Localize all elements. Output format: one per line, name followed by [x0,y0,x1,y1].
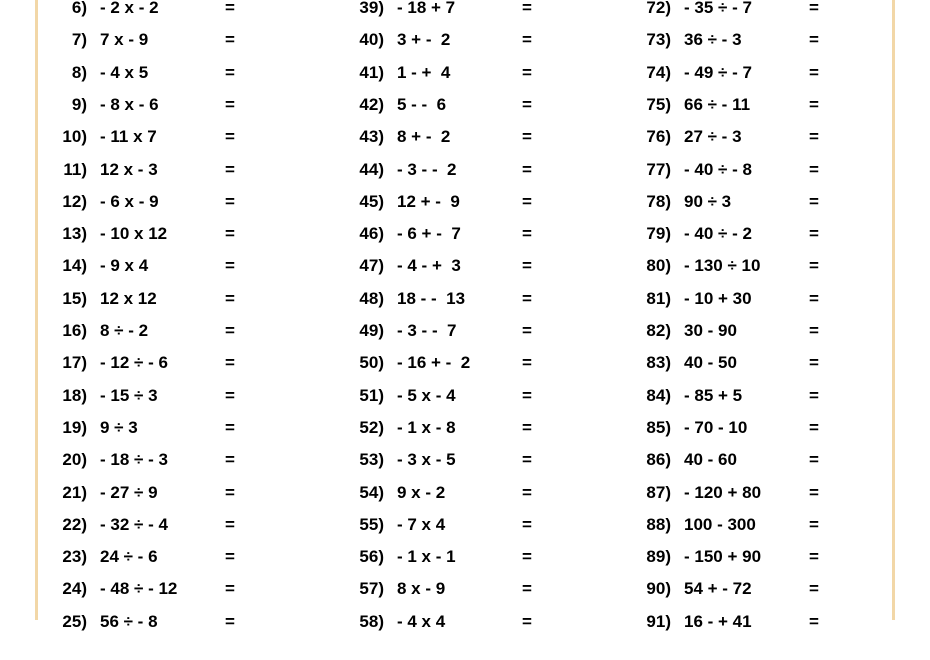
problem-expression: 8 ÷ - 2 [100,321,149,340]
equals-sign: = [522,482,532,502]
equals-sign: = [809,288,819,308]
problem-number: 73) [646,30,671,50]
problem-row [332,95,612,127]
problem-row [332,353,612,385]
problem-row [619,321,899,353]
equals-sign: = [225,256,235,276]
problem-expression: 12 x - 3 [100,159,158,179]
problem-row [619,515,899,547]
problem-row [35,353,315,385]
problem-number: 58) [359,611,384,631]
problem-row [332,192,612,224]
problem-number: 55) [359,514,384,534]
problem-row [332,450,612,482]
problem-number: 11) [63,159,87,179]
problem-row [35,63,315,95]
problem-expression: - 10 + 30 [684,288,752,308]
problem-expression: - 35 ÷ - 7 [684,0,752,17]
problem-row [619,547,899,579]
problem-expression: - 6 + - 7 [397,224,461,244]
problem-expression: - 40 ÷ - 2 [684,224,752,244]
problem-row [35,160,315,192]
problem-number: 51) [359,385,384,405]
problem-row [35,483,315,515]
problem-row [35,386,315,418]
problem-row [35,256,315,288]
problem-expression: - 11 x 7 [100,127,157,147]
problem-row [619,579,899,611]
problem-expression: 8 x - 9 [397,579,446,599]
problem-number: 46) [359,224,384,244]
equals-sign: = [522,159,532,179]
problem-number: 48) [359,288,384,308]
problem-number: 75) [646,94,671,114]
problem-expression: 66 ÷ - 11 [684,94,751,114]
problem-number: 7) [71,30,87,50]
problem-number: 76) [646,127,671,147]
problem-expression: 30 - 90 [684,321,737,340]
problem-row [332,612,612,644]
problem-number: 17) [62,353,87,373]
problem-number: 22) [62,514,87,534]
problem-number: 77) [646,159,671,179]
problem-row [332,579,612,611]
problem-expression: - 3 - - 7 [397,321,457,340]
problem-number: 53) [359,450,384,470]
problem-number: 85) [646,417,671,437]
equals-sign: = [522,30,532,50]
problem-row [35,95,315,127]
problem-number: 78) [646,191,671,211]
problem-expression: 40 - 60 [684,450,737,470]
equals-sign: = [809,224,819,244]
problem-row [35,289,315,321]
problem-expression: 9 x - 2 [397,482,446,502]
problem-row [35,321,315,353]
problem-row [35,192,315,224]
problem-number: 45) [359,191,384,211]
problem-number: 91) [646,611,671,631]
problem-row [35,0,315,30]
problem-number: 12) [62,191,87,211]
problem-number: 72) [646,0,671,17]
problem-row [332,547,612,579]
problem-row [332,483,612,515]
problem-expression: 36 ÷ - 3 [684,30,742,50]
problem-row [619,63,899,95]
equals-sign: = [225,127,235,147]
problem-number: 13) [62,224,87,244]
equals-sign: = [809,159,819,179]
problem-expression: - 27 ÷ 9 [100,482,158,502]
equals-sign: = [522,353,532,373]
problem-row [332,386,612,418]
problem-number: 6) [71,0,87,17]
problem-expression: - 5 x - 4 [397,385,456,405]
problem-row [332,127,612,159]
problem-expression: - 130 ÷ 10 [684,256,761,276]
equals-sign: = [225,159,235,179]
equals-sign: = [809,385,819,405]
problem-expression: 12 + - 9 [397,191,460,211]
problem-row [332,418,612,450]
problem-number: 18) [62,385,87,405]
problem-number: 47) [359,256,384,276]
problem-number: 23) [62,547,87,567]
problem-row [35,224,315,256]
problem-row [619,192,899,224]
problem-expression: - 15 ÷ 3 [100,385,158,405]
problem-number: 57) [359,579,384,599]
problem-number: 43) [359,127,384,147]
problem-number: 21) [62,482,87,502]
problem-expression: - 3 - - 2 [397,159,457,179]
problem-row [619,289,899,321]
problem-number: 40) [359,30,384,50]
problem-row [619,127,899,159]
problem-number: 16) [62,321,87,340]
equals-sign: = [809,0,819,17]
problem-row [619,0,899,30]
problem-row [619,386,899,418]
equals-sign: = [522,191,532,211]
equals-sign: = [522,321,532,340]
problem-expression: - 18 + 7 [397,0,456,17]
problem-number: 41) [359,62,384,82]
problem-expression: - 40 ÷ - 8 [684,159,752,179]
problem-number: 50) [359,353,384,373]
problem-expression: 9 ÷ 3 [100,417,138,437]
problem-row [619,353,899,385]
problem-row [619,418,899,450]
equals-sign: = [809,417,819,437]
problem-number: 8) [71,62,87,82]
equals-sign: = [225,353,235,373]
problem-expression: - 10 x 12 [100,224,168,244]
equals-sign: = [225,94,235,114]
problem-expression: 27 ÷ - 3 [684,127,742,147]
problem-number: 24) [62,579,87,599]
equals-sign: = [225,579,235,599]
equals-sign: = [809,127,819,147]
problem-row [332,0,612,30]
equals-sign: = [225,0,235,17]
problem-row [332,289,612,321]
problem-expression: 8 + - 2 [397,127,451,147]
equals-sign: = [522,288,532,308]
equals-sign: = [225,417,235,437]
problem-expression: 5 - - 6 [397,94,447,114]
problem-number: 84) [646,385,671,405]
problem-expression: 12 x 12 [100,288,157,308]
problem-row [35,127,315,159]
problem-number: 90) [646,579,671,599]
equals-sign: = [225,514,235,534]
problem-number: 89) [646,547,671,567]
problem-expression: - 4 - + 3 [397,256,461,276]
problem-row [35,30,315,62]
problem-number: 20) [62,450,87,470]
problem-expression: - 70 - 10 [684,417,748,437]
problem-expression: - 1 x - 8 [397,417,456,437]
equals-sign: = [225,62,235,82]
equals-sign: = [522,385,532,405]
problem-expression: - 6 x - 9 [100,191,159,211]
problem-expression: 40 - 50 [684,353,737,373]
problem-expression: - 2 x - 2 [100,0,159,17]
equals-sign: = [809,514,819,534]
problem-number: 74) [646,62,671,82]
problem-row [35,450,315,482]
equals-sign: = [225,321,235,340]
equals-sign: = [522,450,532,470]
problem-number: 19) [62,417,87,437]
problem-number: 52) [359,417,384,437]
equals-sign: = [522,579,532,599]
problem-expression: - 49 ÷ - 7 [684,62,752,82]
equals-sign: = [225,191,235,211]
problem-number: 88) [646,514,671,534]
problem-number: 15) [62,288,87,308]
problem-row [619,95,899,127]
problem-number: 44) [359,159,384,179]
problem-number: 25) [62,611,87,631]
problem-row [619,450,899,482]
problem-number: 39) [359,0,384,17]
problem-expression: - 120 + 80 [684,482,762,502]
problem-row [332,224,612,256]
equals-sign: = [809,353,819,373]
problem-number: 83) [646,353,671,373]
problem-row [332,256,612,288]
problem-expression: - 1 x - 1 [397,547,456,567]
problem-expression: 1 - + 4 [397,62,451,82]
problem-expression: - 32 ÷ - 4 [100,514,168,534]
problem-expression: - 48 ÷ - 12 [100,579,178,599]
problem-row [619,224,899,256]
problem-number: 49) [359,321,384,340]
problem-number: 82) [646,321,671,340]
problem-row [35,418,315,450]
problem-row [619,160,899,192]
problem-row [35,547,315,579]
equals-sign: = [809,611,819,631]
equals-sign: = [225,611,235,631]
problem-row [332,63,612,95]
problem-expression: 3 + - 2 [397,30,451,50]
equals-sign: = [522,224,532,244]
equals-sign: = [809,191,819,211]
equals-sign: = [522,0,532,17]
equals-sign: = [522,417,532,437]
equals-sign: = [225,547,235,567]
problem-number: 56) [359,547,384,567]
problem-row [332,515,612,547]
problem-row [619,30,899,62]
problem-expression: 16 - + 41 [684,611,752,631]
problem-expression: - 9 x 4 [100,256,149,276]
problem-expression: - 3 x - 5 [397,450,456,470]
problem-row [35,515,315,547]
equals-sign: = [809,94,819,114]
equals-sign: = [522,94,532,114]
problem-number: 42) [359,94,384,114]
equals-sign: = [809,321,819,340]
problem-number: 80) [646,256,671,276]
equals-sign: = [522,611,532,631]
problem-expression: - 4 x 4 [397,611,446,631]
problem-row [332,160,612,192]
problem-expression: 54 + - 72 [684,579,752,599]
problem-row [619,483,899,515]
problem-expression: 90 ÷ 3 [684,191,732,211]
problem-number: 87) [646,482,671,502]
equals-sign: = [225,224,235,244]
equals-sign: = [809,547,819,567]
problem-number: 10) [62,127,87,147]
equals-sign: = [225,450,235,470]
equals-sign: = [809,256,819,276]
problem-expression: - 8 x - 6 [100,94,159,114]
problem-expression: - 16 + - 2 [397,353,471,373]
problem-number: 14) [62,256,87,276]
problem-number: 86) [646,450,671,470]
problem-row [35,612,315,644]
equals-sign: = [809,62,819,82]
problem-row [619,612,899,644]
equals-sign: = [522,547,532,567]
problem-expression: - 150 + 90 [684,547,762,567]
equals-sign: = [809,482,819,502]
problem-expression: 56 ÷ - 8 [100,611,158,631]
equals-sign: = [809,450,819,470]
problem-expression: - 85 + 5 [684,385,743,405]
problem-expression: - 12 ÷ - 6 [100,353,168,373]
equals-sign: = [225,385,235,405]
equals-sign: = [809,30,819,50]
equals-sign: = [225,482,235,502]
equals-sign: = [522,127,532,147]
problem-expression: - 4 x 5 [100,62,149,82]
problem-expression: - 18 ÷ - 3 [100,450,168,470]
problem-expression: - 7 x 4 [397,514,446,534]
equals-sign: = [809,579,819,599]
equals-sign: = [522,62,532,82]
equals-sign: = [225,288,235,308]
problem-number: 54) [359,482,384,502]
problem-row [332,321,612,353]
problem-number: 79) [646,224,671,244]
problem-number: 9) [71,94,87,114]
problem-row [619,256,899,288]
equals-sign: = [225,30,235,50]
problem-row [35,579,315,611]
problem-expression: 24 ÷ - 6 [100,547,158,567]
problem-expression: 7 x - 9 [100,30,149,50]
problem-number: 81) [646,288,671,308]
problem-row [332,30,612,62]
equals-sign: = [522,256,532,276]
problem-expression: 18 - - 13 [397,288,466,308]
equals-sign: = [522,514,532,534]
problem-expression: 100 - 300 [684,514,756,534]
